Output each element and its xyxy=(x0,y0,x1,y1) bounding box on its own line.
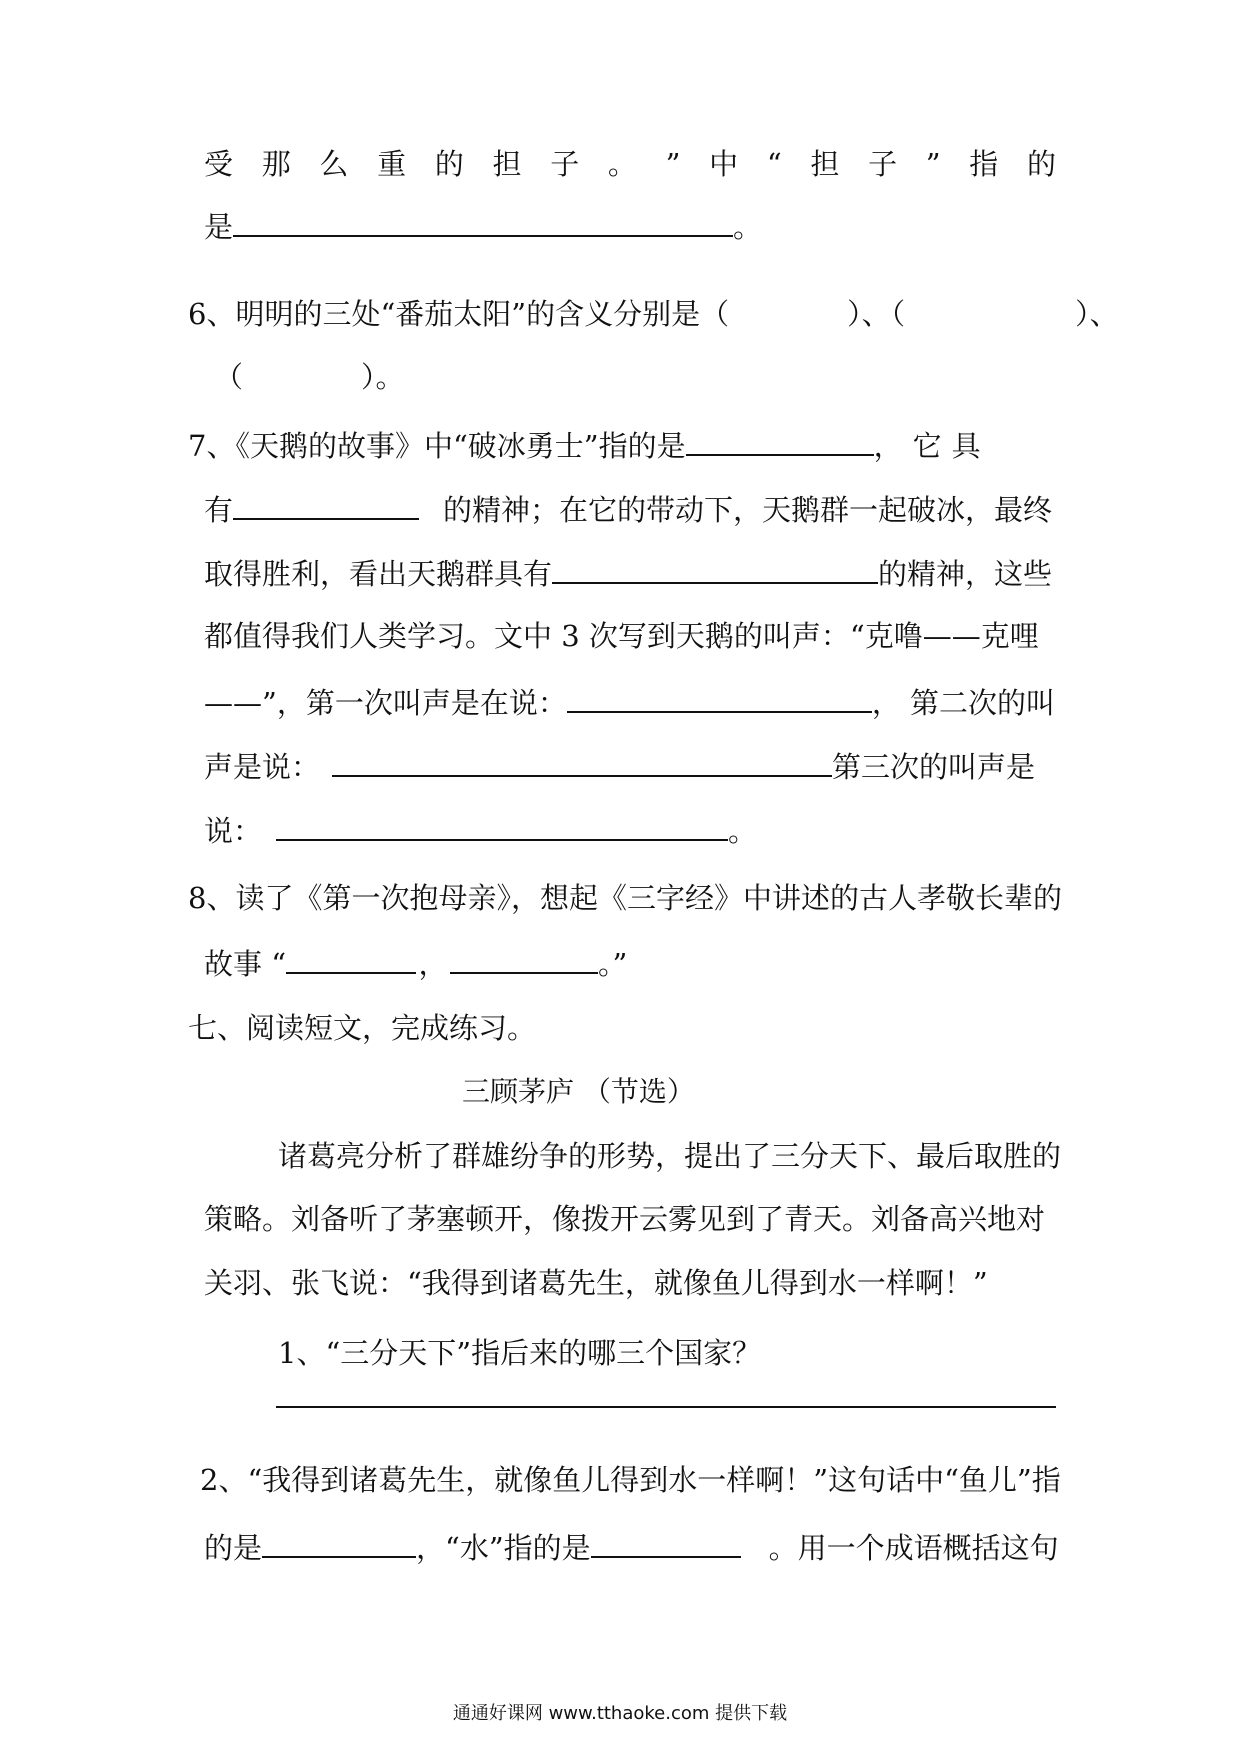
q6-text: （ xyxy=(214,360,244,394)
sub-question-2-line-1: 2、“我得到诸葛先生，就像鱼儿得到水一样啊！”这句话中“鱼儿”指 xyxy=(200,1463,1061,1497)
q5-char: 。 xyxy=(607,147,637,181)
q5-char: 重 xyxy=(377,147,407,181)
passage-line-1: 诸葛亮分析了群雄纷争的形势，提出了三分天下、最后取胜的 xyxy=(278,1139,1062,1173)
q6-text: ）、 xyxy=(1075,297,1119,331)
q6-line-1 xyxy=(188,294,1119,334)
sq2-text: ，“水”指的是 xyxy=(416,1531,591,1565)
q6-text: ）。 xyxy=(361,360,405,394)
passage-title: 三顾茅庐 （节选） xyxy=(462,1075,695,1108)
q5-char: ” xyxy=(925,147,941,181)
q5-text: 。 xyxy=(733,210,763,244)
q7-line-2 xyxy=(204,488,1052,530)
q6-text: 6、明明的三处“番茄太阳”的含义分别是（ xyxy=(188,297,730,331)
answer-blank[interactable] xyxy=(233,205,733,237)
q5-char: ” xyxy=(665,147,681,181)
q5-char: 子 xyxy=(868,147,898,181)
section-heading: 七、阅读短文，完成练习。 xyxy=(188,1011,537,1045)
q5-text: 是 xyxy=(204,210,234,244)
q6-line-2 xyxy=(214,357,405,397)
q7-text: ， 第二次的叫 xyxy=(871,686,1056,720)
q7-text: ——”，第一次叫声是在说： xyxy=(204,686,567,720)
q5-char: 的 xyxy=(434,147,464,181)
q5-char: “ xyxy=(766,147,782,181)
q7-text: 声是说： xyxy=(204,750,321,784)
answer-blank[interactable] xyxy=(591,1526,741,1558)
sq2-text: 的是 xyxy=(204,1531,263,1565)
q7-line-5 xyxy=(204,681,1055,723)
q5-char: 么 xyxy=(319,147,349,181)
q7-text: ，它具 xyxy=(873,429,991,463)
sub-question-2-line-2 xyxy=(204,1526,1059,1568)
answer-blank[interactable] xyxy=(262,1526,416,1558)
q5-char: 中 xyxy=(709,147,739,181)
q7-line-4: 都值得我们人类学习。文中 3 次写到天鹅的叫声：“克噜——克哩 xyxy=(204,619,1039,653)
answer-blank[interactable] xyxy=(332,745,832,777)
q8-text: 。” xyxy=(598,947,628,981)
answer-blank[interactable] xyxy=(686,424,874,456)
q7-text: 。 xyxy=(728,814,758,848)
answer-line[interactable] xyxy=(276,1404,1056,1408)
q7-text: 有 xyxy=(204,493,234,527)
page-footer: 通通好课网 www.tthaoke.com 提供下载 xyxy=(452,1703,788,1724)
q7-text: 的精神，这些 xyxy=(878,557,1053,591)
passage-line-3: 关羽、张飞说：“我得到诸葛先生，就像鱼儿得到水一样啊！” xyxy=(204,1266,988,1300)
q8-text: ， xyxy=(418,947,448,981)
q7-text: 的精神；在它的带动下，天鹅群一起破冰，最终 xyxy=(443,493,1053,527)
q7-text: 第三次的叫声是 xyxy=(832,750,1036,784)
q7-line-3 xyxy=(204,552,1052,594)
q8-text: 故事 “ xyxy=(204,947,287,981)
q7-line-1 xyxy=(188,424,991,466)
answer-blank[interactable] xyxy=(552,552,878,584)
q5-char: 受 xyxy=(204,147,234,181)
q5-char: 担 xyxy=(492,147,522,181)
q8-line-1: 8、读了《第一次抱母亲》，想起《三字经》中讲述的古人孝敬长辈的 xyxy=(188,881,1062,915)
passage-line-2: 策略。刘备听了茅塞顿开，像拨开云雾见到了青天。刘备高兴地对 xyxy=(204,1202,1046,1236)
q5-char: 的 xyxy=(1026,147,1056,181)
q5-line-1 xyxy=(204,144,1056,184)
q7-line-6 xyxy=(204,745,1035,787)
answer-blank[interactable] xyxy=(233,488,419,520)
q5-char: 担 xyxy=(810,147,840,181)
q7-text: 说： xyxy=(204,814,263,848)
sub-question-1: 1、“三分天下”指后来的哪三个国家？ xyxy=(278,1336,762,1370)
q7-text: 7、《天鹅的故事》中“破冰勇士”指的是 xyxy=(188,429,686,463)
q7-line-7 xyxy=(204,809,757,851)
q6-text: ）、（ xyxy=(847,297,906,331)
answer-blank[interactable] xyxy=(450,942,598,974)
q5-char: 指 xyxy=(969,147,999,181)
answer-blank[interactable] xyxy=(567,681,872,713)
q8-line-2 xyxy=(204,942,627,984)
answer-blank[interactable] xyxy=(286,942,416,974)
q5-line-2 xyxy=(204,205,762,247)
answer-blank[interactable] xyxy=(276,809,728,841)
q5-char: 那 xyxy=(261,147,291,181)
sq2-text: 。用一个成语概括这句 xyxy=(768,1531,1059,1565)
q5-char: 子 xyxy=(550,147,580,181)
q7-text: 取得胜利，看出天鹅群具有 xyxy=(204,557,553,591)
